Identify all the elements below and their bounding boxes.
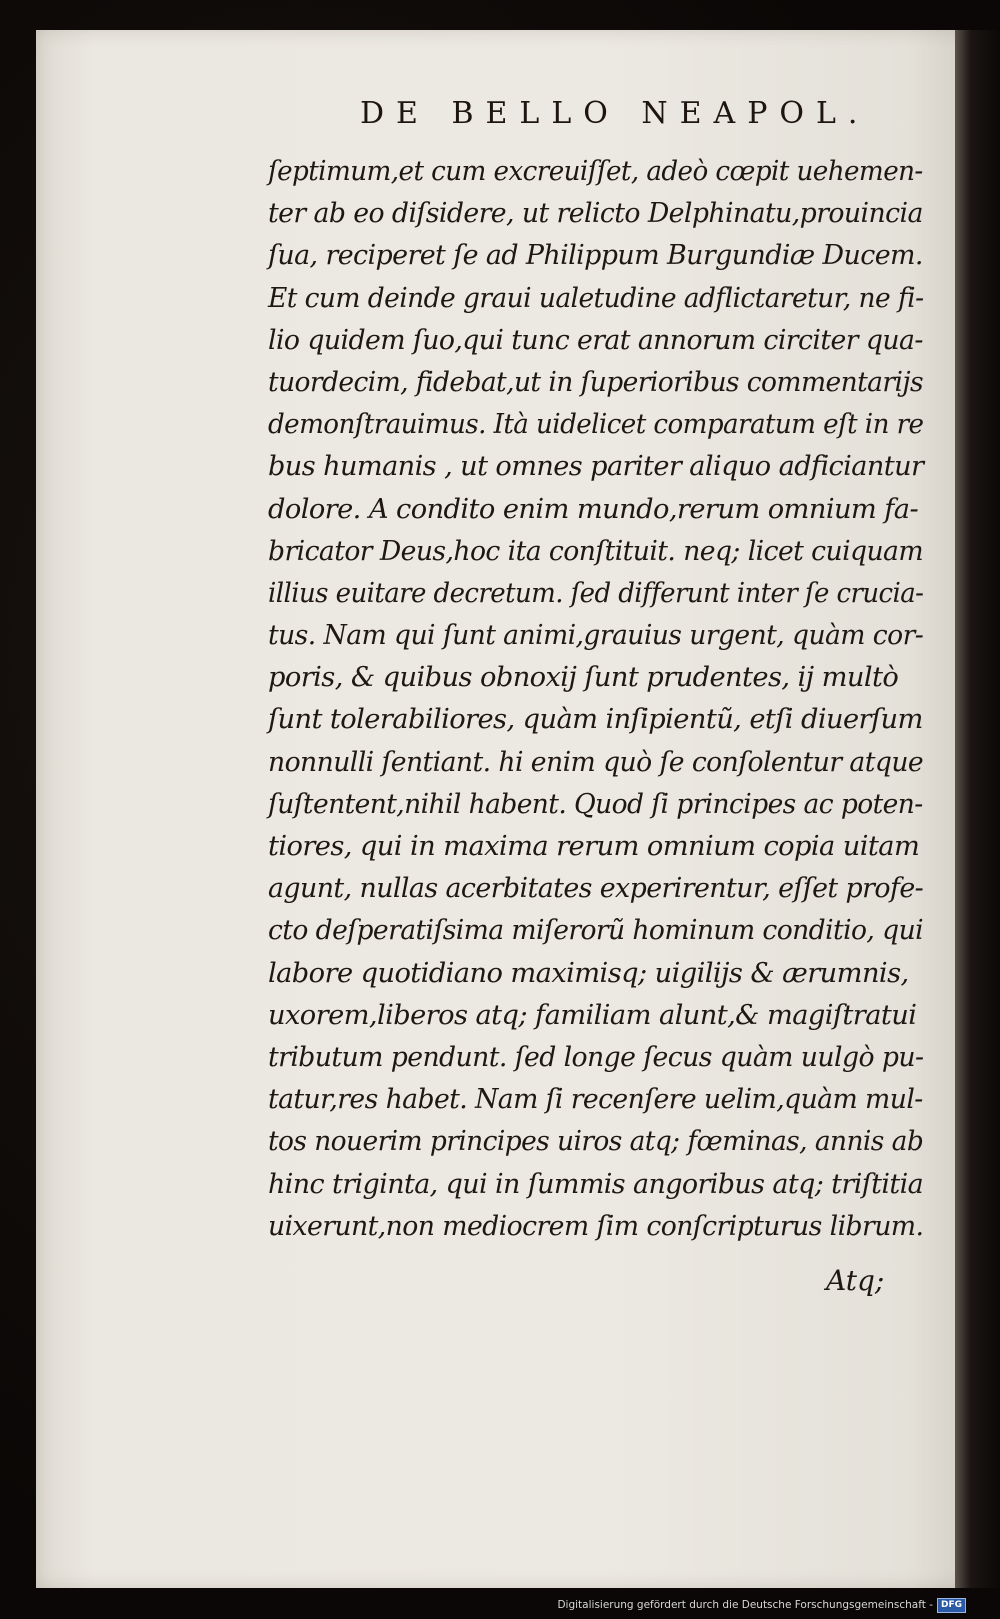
text-line: ſua, reciperet ſe ad Philippum Burgundiæ Ducem. (268, 239, 923, 272)
funding-footer (557, 1597, 966, 1613)
funding-credit: Digitalisierung gefördert durch die Deutsche Forschungsgemeinschaft - (557, 1599, 933, 1611)
text-line: cto deſperatiſsima miſerorũ hominum conditio, qui (268, 914, 924, 947)
text-line: tatur,res habet. Nam ſi recenſere uelim,quàm mul- (268, 1083, 923, 1116)
text-line: tiores, qui in maxima rerum omnium copia uitam (268, 830, 920, 862)
text-line: Et cum deinde graui ualetudine adflictaretur, ne fi- (268, 281, 924, 314)
text-line: nonnulli ſentiant. hi enim quò ſe conſolentur atque (268, 745, 924, 778)
text-line: illius euitare decretum. ſed differunt inter ſe crucia- (268, 576, 924, 609)
page-edge-shadow (955, 30, 1000, 1588)
text-line: demonſtrauimus. Ità uidelicet comparatum eſt in re (268, 408, 924, 441)
text-line: hinc triginta, qui in ſummis angoribus atq; triſtitia (268, 1167, 924, 1200)
text-line: dolore. A condito enim mundo,rerum omnium fa- (268, 492, 919, 525)
text-line: uixerunt,non mediocrem ſim conſcripturus librum. (268, 1209, 924, 1242)
text-line: tus. Nam qui ſunt animi,grauius urgent, quàm cor- (268, 619, 924, 652)
text-line: lio quidem ſuo,qui tunc erat annorum circiter qua- (268, 323, 923, 356)
text-line: tos nouerim principes uiros atq; fœminas, annis ab (268, 1125, 924, 1158)
text-line: ter ab eo diſsidere, ut relicto Delphinatu,prouincia (268, 197, 923, 230)
text-line: tuordecim, fidebat,ut in ſuperioribus commentarijs (268, 365, 923, 398)
text-line: tributum pendunt. ſed longe ſecus quàm uulgò pu- (268, 1040, 924, 1073)
text-line: bricator Deus,hoc ita conſtituit. neq; licet cuiquam (268, 534, 924, 567)
running-head: DE BELLO NEAPOL. (360, 96, 870, 131)
text-line: agunt, nullas acerbitates experirentur, eſſet profe- (268, 872, 924, 905)
text-line: ſeptimum,et cum excreuiſſet, adeò cœpit uehemen- (268, 155, 923, 187)
text-line: labore quotidiano maximisq; uigilijs & ærumnis, (268, 956, 909, 989)
text-line: poris, & quibus obnoxij ſunt prudentes, ij multò (268, 661, 899, 694)
page-text (268, 150, 928, 1247)
text-line: ſuſtentent,nihil habent. Quod ſi principes ac poten- (268, 787, 923, 820)
catchword: Atq; (826, 1264, 885, 1297)
text-line: bus humanis , ut omnes pariter aliquo adficiantur (268, 450, 924, 483)
dfg-logo-icon: DFG (937, 1598, 966, 1613)
text-line: ſunt tolerabiliores, quàm inſipientũ, etſi diuerſum (268, 703, 923, 736)
text-line: uxorem,liberos atq; familiam alunt,& magiſtratui (268, 998, 917, 1031)
